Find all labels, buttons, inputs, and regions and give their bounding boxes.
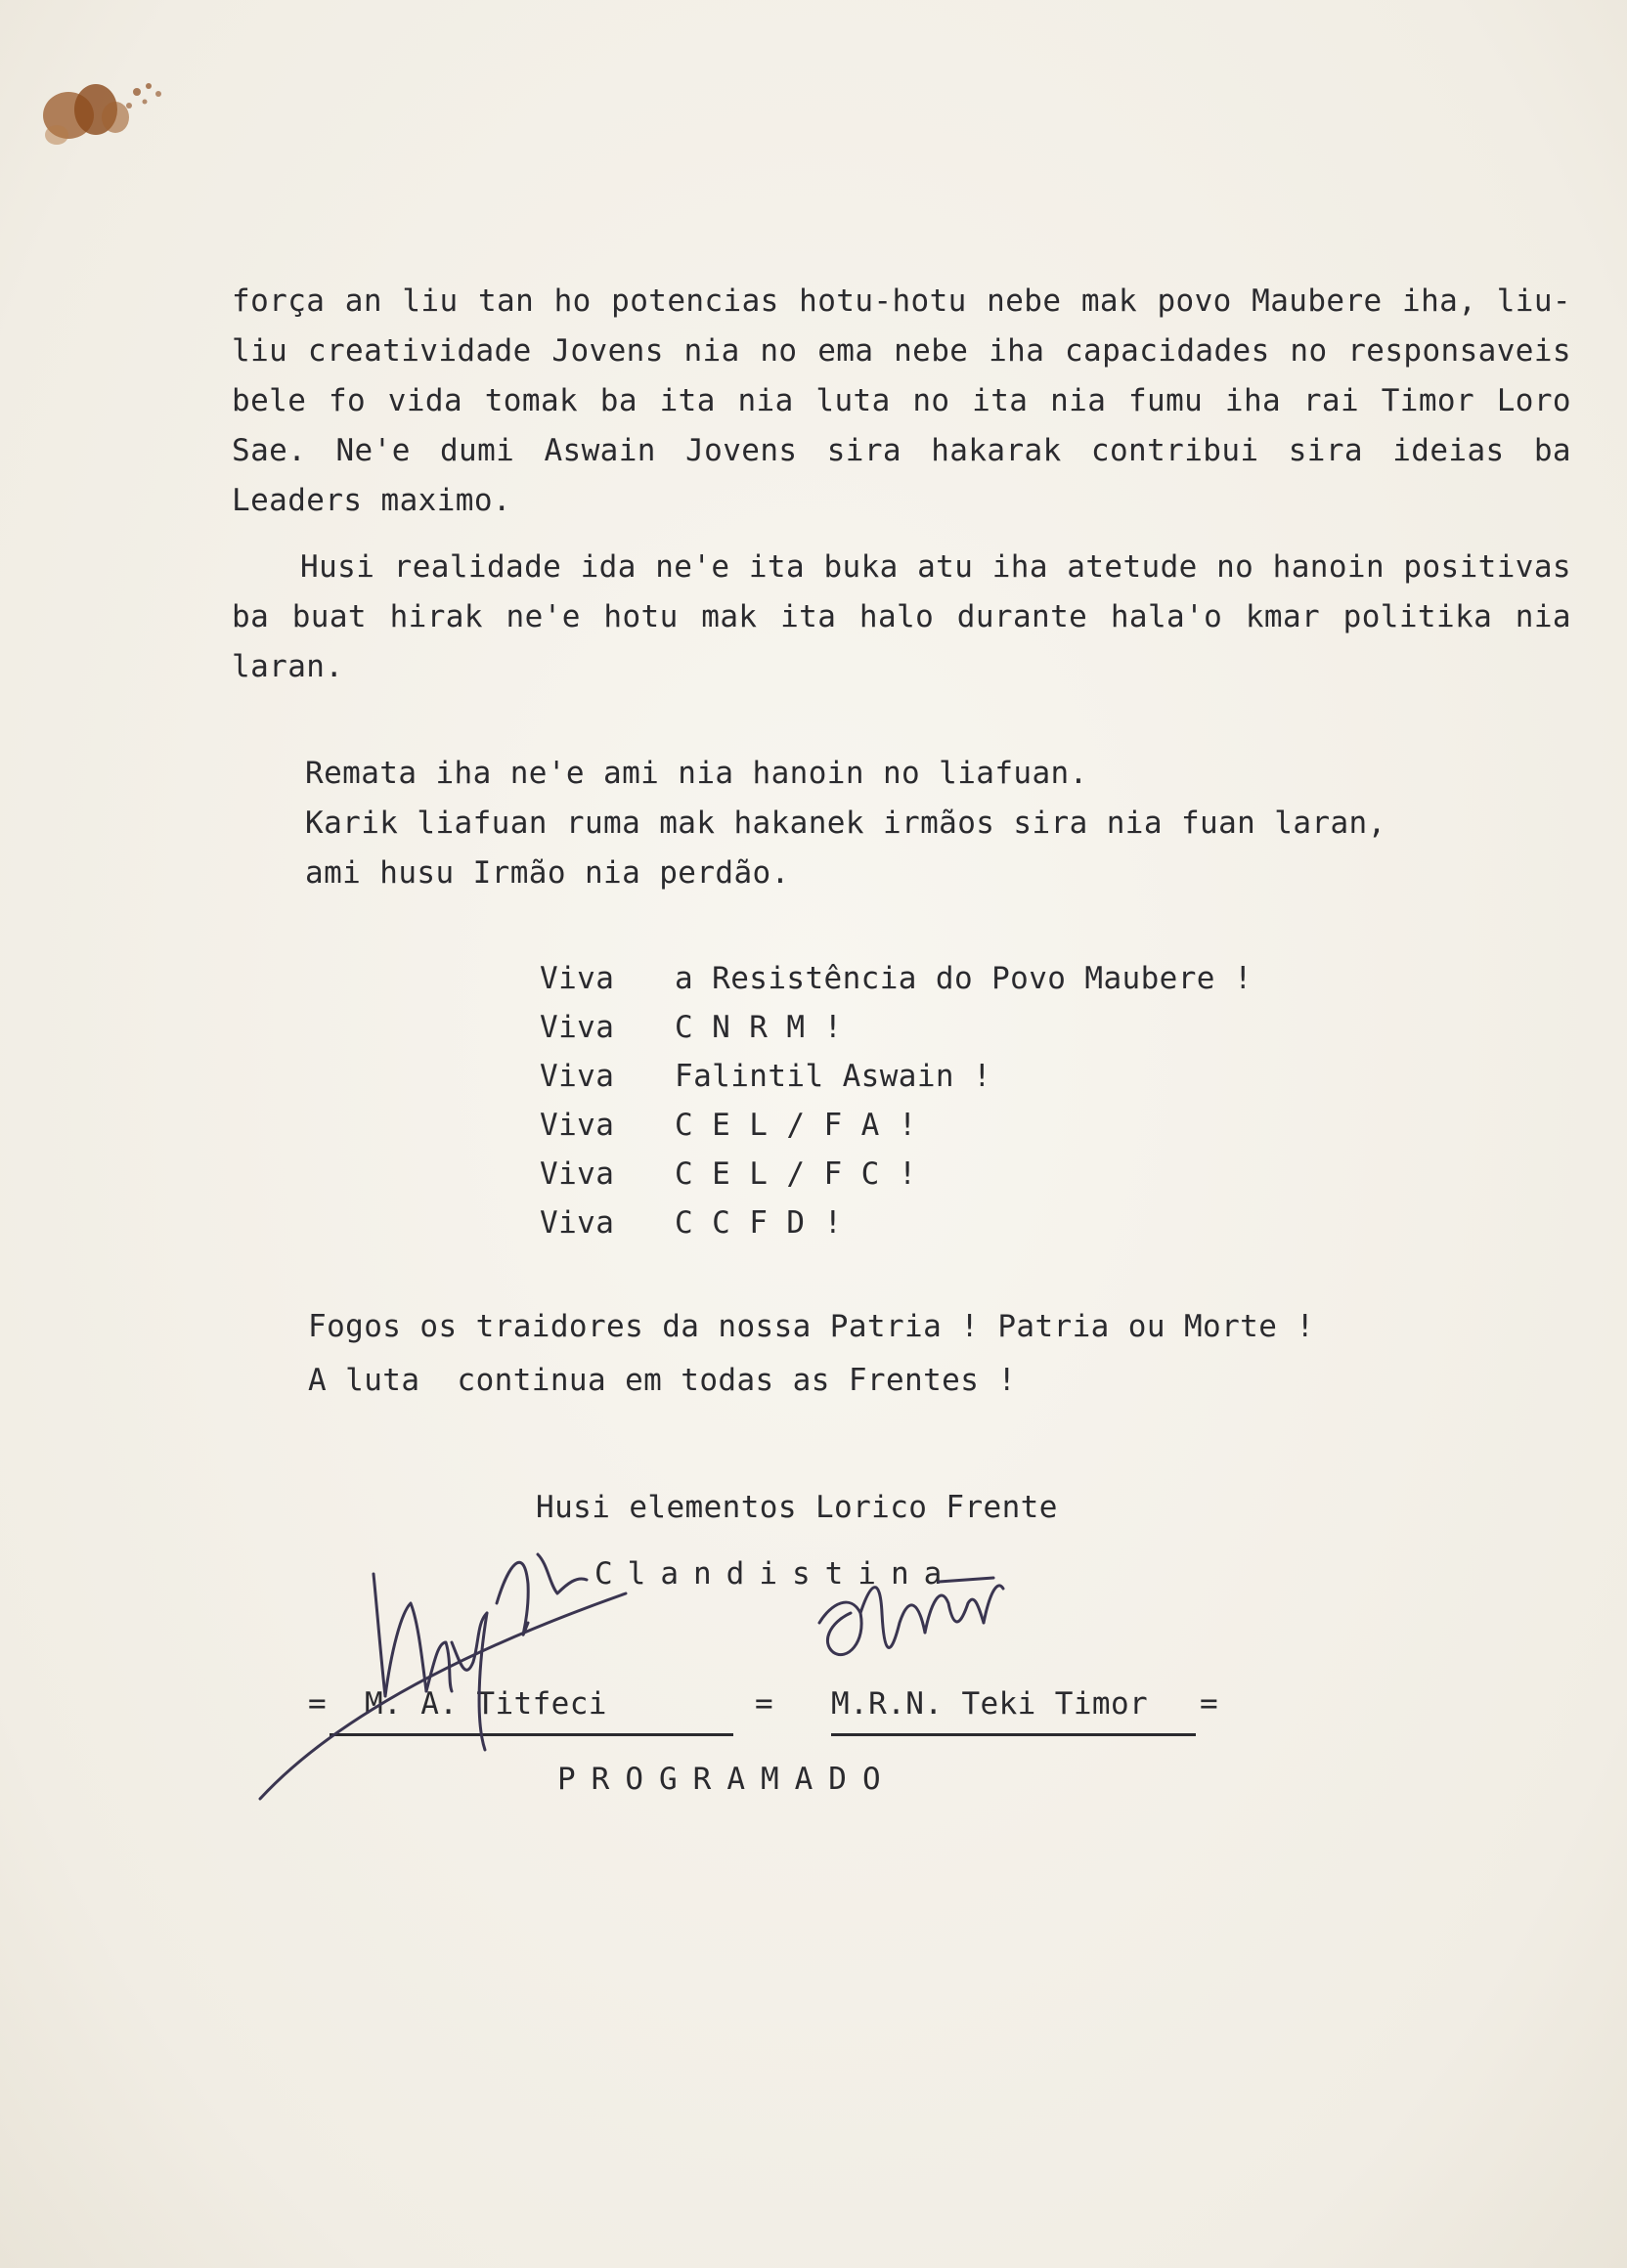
slogan-line: A luta continua em todas as Frentes !: [308, 1363, 1017, 1398]
viva-word: Viva: [540, 1059, 615, 1094]
viva-text: C E L / F A !: [675, 1108, 917, 1143]
viva-word: Viva: [540, 1205, 615, 1241]
separator-equals: =: [755, 1686, 774, 1722]
viva-row: [540, 1052, 1253, 1101]
slogan-line: Fogos os traidores da nossa Patria ! Patria ou Morte !: [308, 1309, 1315, 1344]
closing-paragraph: [305, 749, 1478, 898]
coffee-stain: [18, 59, 174, 166]
separator-equals: =: [308, 1686, 328, 1722]
closing-line: Karik liafuan ruma mak hakanek irmãos sira nia fuan laran,: [305, 806, 1386, 841]
viva-list: [540, 954, 1253, 1247]
closing-line: Remata iha ne'e ami nia hanoin no liafuan.: [305, 756, 1088, 791]
viva-word: Viva: [540, 1108, 615, 1143]
signatories-row: [308, 1686, 1247, 1745]
viva-text: C N R M !: [675, 1010, 843, 1045]
body-paragraph-1: força an liu tan ho potencias hotu-hotu nebe mak povo Maubere iha, liu-liu creatividade Jovens nia no ema nebe iha capacidades no responsaveis bele fo vida tomak ba ita nia luta no ita nia fumu iha rai Timor Loro Sae. Ne'e dumi Aswain Jovens sira hakarak contribui sira ideias ba Leaders maximo.: [232, 284, 1571, 518]
viva-row: [540, 1003, 1253, 1052]
origin-line-2: Clandistina: [594, 1556, 957, 1592]
viva-word: Viva: [540, 961, 615, 996]
viva-text: C C F D !: [675, 1205, 843, 1241]
programado-label: PROGRAMADO: [557, 1762, 897, 1797]
origin-line-1: Husi elementos Lorico Frente: [536, 1490, 1058, 1525]
viva-row: [540, 954, 1253, 1003]
body-paragraph-2: Husi realidade ida ne'e ita buka atu iha atetude no hanoin positivas ba buat hirak ne'e hotu mak ita halo durante hala'o kmar politika nia laran.: [232, 549, 1571, 684]
separator-equals: =: [1200, 1686, 1219, 1722]
viva-text: Falintil Aswain !: [675, 1059, 992, 1094]
closing-line: ami husu Irmão nia perdão.: [305, 855, 790, 891]
signatory-1-name: M. A. Titfeci: [365, 1686, 607, 1722]
viva-row: [540, 1101, 1253, 1150]
viva-text: C E L / F C !: [675, 1156, 917, 1192]
viva-row: [540, 1150, 1253, 1199]
viva-word: Viva: [540, 1156, 615, 1192]
signature-underline-2: [831, 1733, 1196, 1736]
signature-underline-1: [330, 1733, 733, 1736]
signatory-2-name: M.R.N. Teki Timor: [831, 1686, 1149, 1722]
viva-text: a Resistência do Povo Maubere !: [675, 961, 1253, 996]
viva-word: Viva: [540, 1010, 615, 1045]
viva-row: [540, 1199, 1253, 1247]
slogans: [308, 1300, 1314, 1408]
origin-block: [536, 1474, 1058, 1607]
